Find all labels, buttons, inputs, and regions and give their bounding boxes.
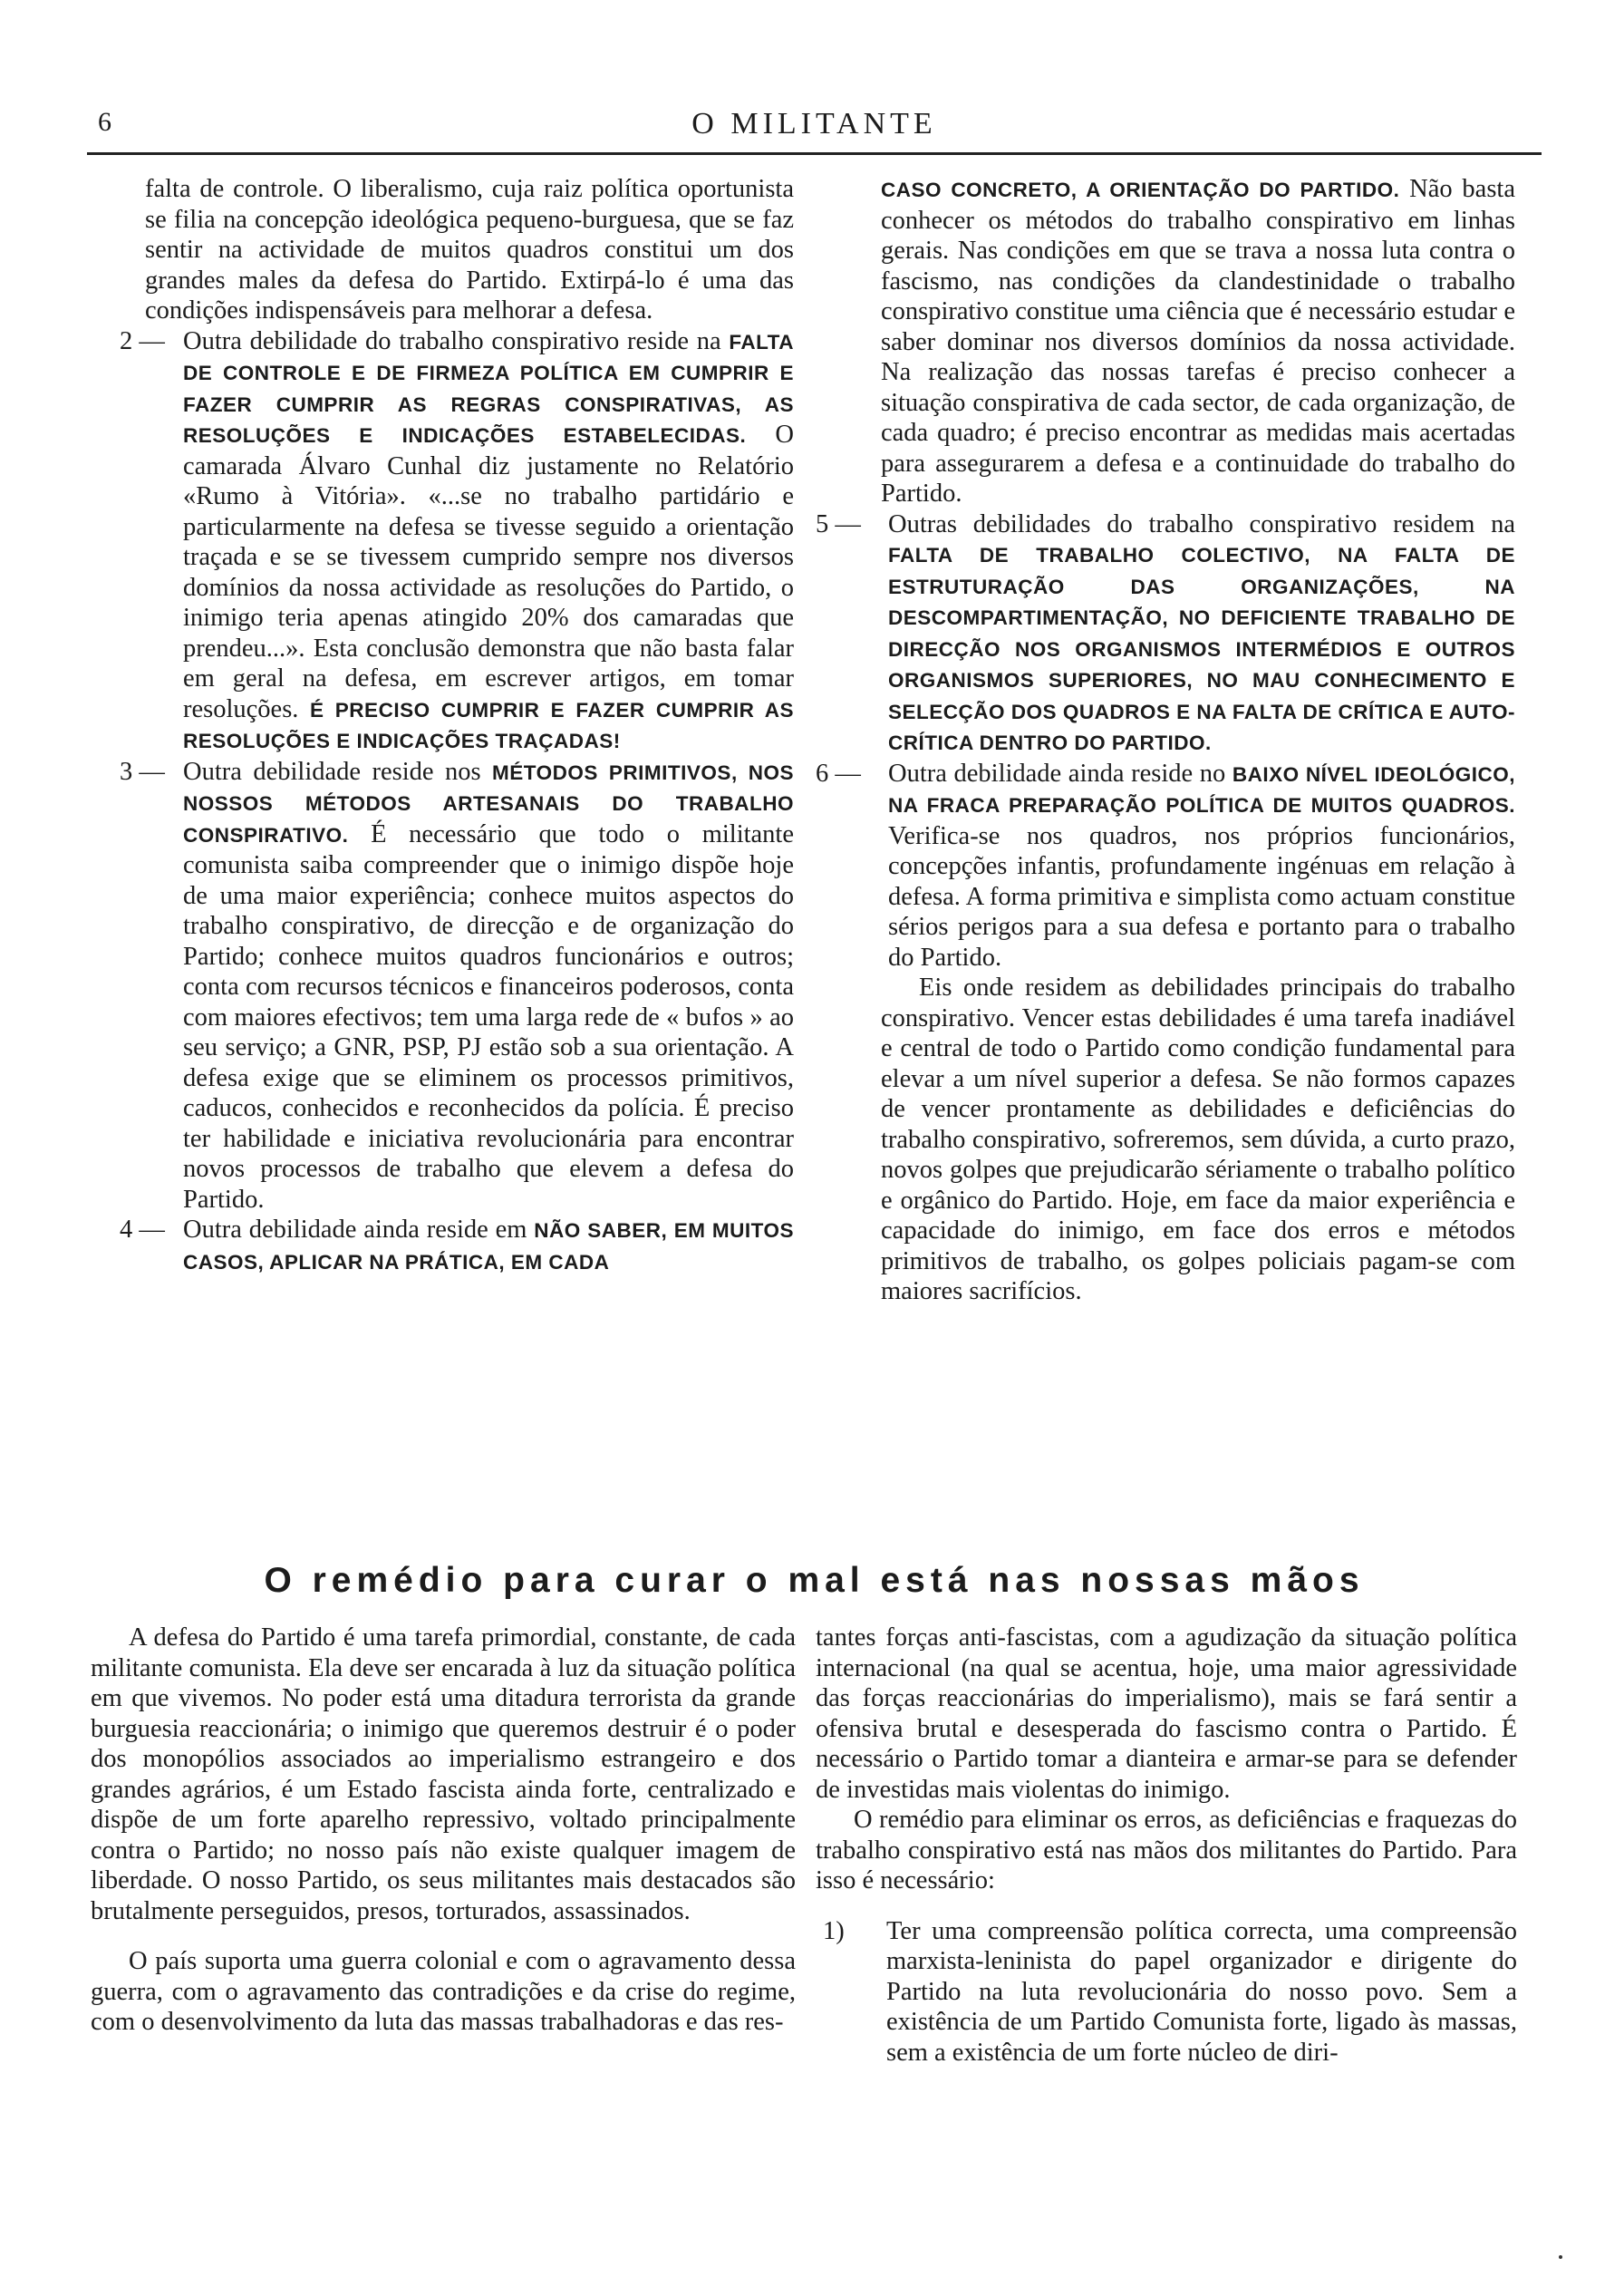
body-paragraph: A defesa do Partido é uma tarefa primordial, constante, de cada militante comunista. Ela deve ser encarada à luz da situação política em que vivemos. No poder está uma ditadura terrorista da grande burguesia reaccionária; o inimigo que queremos destruir é o poder dos monopólios associados ao imperialismo estrangeiro e dos grandes agrários, é um Estado fascista ainda forte, centralizado e dispõe de um forte aparelho repressivo, voltado principalmente contra o Partido; no nosso país não existe qualquer imagem de liberdade. O nosso Partido, os seus militantes mais destacados são brutalmente perseguidos, presos, torturados, assassinados. bbox=[91, 1623, 796, 1925]
body-paragraph: O remédio para eliminar os erros, as deficiências e fraquezas do trabalho conspirativo está nas mãos dos militantes do Partido. Para isso é necessário: bbox=[816, 1806, 1517, 1894]
section-title: O remédio para curar o mal está nas nossas mãos bbox=[264, 1561, 1365, 1600]
item-emphasis: FALTA DE TRABALHO COLECTIVO, NA FALTA DE ESTRUTURAÇÃO DAS ORGANIZAÇÕES, NA DESCOMPARTIMENTAÇÃO, NO DEFICIENTE TRABALHO DE DIRECÇÃO NOS ORGANISMOS INTERMÉDIOS E OUTROS ORGANISMOS SUPERIORES, NO MAU CONHECIMENTO E SELECÇÃO DOS QUADROS E NA FALTA DE CRÍTICA E AUTO-CRÍTICA DENTRO DO PARTIDO. bbox=[888, 544, 1515, 754]
item-3 bbox=[120, 757, 794, 1216]
body-paragraph: tantes forças anti-fascistas, com a agudização da situação política internacional (na qual se acentua, hoje, uma maior agressividade das forças reaccionárias do imperialismo), mais se fará sentir a ofensiva brutal e desesperada do fascismo contra o Partido. É necessário o Partido tomar a dianteira e armar-se para se defender de investidas mais violentas do inimigo. bbox=[816, 1623, 1517, 1804]
list-item bbox=[816, 1916, 1517, 2069]
item-number: 2 — bbox=[120, 326, 165, 355]
conclusion-paragraph: Eis onde residem as debilidades principais do trabalho conspirativo. Vencer estas debilidades é uma tarefa inadiável e central de todo o Partido como condição fundamental para elevar a um nível superior a defesa. Se não formos capazes de vencer prontamente as debilidades e deficiências do trabalho conspirativo, sofreremos, sem dúvida, a curto prazo, novos golpes que prejudicarão sériamente o trabalho político e orgânico do Partido. Hoje, em face da maior experiência e capacidade do inimigo, em face dos erros e métodos primitivos de trabalho, os golpes policiais pagam-se com maiores sacrifícios. bbox=[881, 974, 1515, 1305]
item-2 bbox=[120, 326, 794, 757]
bottom-left-column bbox=[91, 1623, 796, 2038]
item-6 bbox=[816, 759, 1515, 974]
item-text: Outra debilidade reside nos bbox=[183, 757, 481, 786]
page-header bbox=[87, 107, 1542, 143]
item-emphasis: BAIXO NÍVEL IDEOLÓGICO, NA FRACA PREPARAÇÃO POLÍTICA DE MUITOS QUADROS. bbox=[888, 762, 1515, 817]
item-text: Não basta conhecer os métodos do trabalho conspirativo em linhas gerais. Nas condições em que se trava a nossa luta contra o fascismo, nas condições da clandestinidade o trabalho conspirativo constitue uma ciência que é necessário estudar e saber dominar nos diversos domínios da nossa actividade. Na realização das nossas tarefas é preciso conhecer a situação conspirativa de cada sector, de cada organização, de cada quadro; é preciso encontrar as medidas mais acertadas para assegurarem a defesa e a continuidade do trabalho do Partido. bbox=[881, 175, 1515, 508]
list-item-number: 1) bbox=[823, 1916, 845, 1945]
bottom-right-column bbox=[816, 1623, 1517, 2068]
item-emphasis: CASO CONCRETO, A ORIENTAÇÃO DO PARTIDO. bbox=[881, 179, 1400, 201]
item-text: Outras debilidades do trabalho conspirativo residem na bbox=[888, 509, 1515, 538]
item-text: Outra debilidade do trabalho conspirativo reside na bbox=[183, 326, 721, 355]
item-text: Outra debilidade ainda reside no bbox=[888, 759, 1226, 788]
item-number: 4 — bbox=[120, 1216, 165, 1244]
header-rule bbox=[87, 152, 1542, 155]
item-emphasis: FALTA DE CONTROLE E DE FIRMEZA POLÍTICA EM CUMPRIR E FAZER CUMPRIR AS REGRAS CONSPIRATIVAS, AS RESOLUÇÕES E INDICAÇÕES ESTABELECIDAS. bbox=[183, 330, 794, 447]
item-emphasis: MÉTODOS PRIMITIVOS, NOS NOSSOS MÉTODOS ARTESANAIS DO TRABALHO CONSPIRATIVO. bbox=[183, 761, 795, 847]
body-paragraph: O país suporta uma guerra colonial e com o agravamento dessa guerra, com o agravamento das contradições e da crise do regime, com o desenvolvimento da luta das massas trabalhadoras e das res- bbox=[91, 1947, 796, 2036]
item-emphasis: NÃO SABER, EM MUITOS CASOS, APLICAR NA PRÁTICA, EM CADA bbox=[183, 1219, 794, 1274]
stray-ink-dot bbox=[1559, 2255, 1562, 2259]
item-number: 3 — bbox=[120, 757, 165, 786]
item-4-continuation bbox=[816, 174, 1515, 509]
item-text: Verifica-se nos quadros, nos próprios funcionários, concepções infantis, profundamente ingénuas em relação à defesa. A forma primitiva e simplista como actuam constitue sérios perigos para a sua defesa e portanto para o trabalho do Partido. bbox=[888, 821, 1515, 972]
item-emphasis: É PRECISO CUMPRIR E FAZER CUMPRIR AS RESOLUÇÕES E INDICAÇÕES TRAÇADAS! bbox=[183, 698, 794, 752]
page-number: 6 bbox=[98, 107, 112, 137]
publication-title: O MILITANTE bbox=[691, 107, 937, 140]
left-column bbox=[120, 174, 794, 1277]
intro-paragraph: falta de controle. O liberalismo, cuja raiz política oportunista se filia na concepção ideológica pequeno-burguesa, que se faz sentir na actividade de muitos quadros constitui um dos grandes males da defesa do Partido. Extirpá-lo é uma das condições indispensáveis para melhorar a defesa. bbox=[145, 175, 794, 325]
item-4 bbox=[120, 1215, 794, 1277]
item-text: É necessário que todo o militante comunista saiba compreender que o inimigo dispõe hoje de uma maior experiência; conhece muitos aspectos do trabalho conspirativo, de direcção e de organização do Partido; conhece muitos quadros funcionários e outros; conta com recursos técnicos e financeiros poderosos, conta com maiores efectivos; tem uma larga rede de « bufos » ao seu serviço; a GNR, PSP, PJ estão sob a sua orientação. A defesa exige que se eliminem os processos primitivos, caducos, conhecidos e reconhecidos da polícia. É preciso ter habilidade e iniciativa revolucionária para encontrar novos processos de trabalho que elevem a defesa do Partido. bbox=[183, 819, 795, 1214]
list-item-text: Ter uma compreensão política correcta, uma compreensão marxista-leninista do papel organizador e dirigente do Partido na luta revolucionária do nosso povo. Sem a existência de um Partido Comunista forte, ligado às massas, sem a existência de um forte núcleo de diri- bbox=[886, 1916, 1517, 2067]
item-text: O camarada Álvaro Cunhal diz justamente no Relatório «Rumo à Vitória». «...se no trabalho partidário e particularmente na defesa se tivesse seguido a orientação traçada e se se tivessem cumprido sempre nos diversos domínios da nossa actividade as resoluções do Partido, o inimigo teria apenas atingido 20% dos camaradas que prendeu...». Esta conclusão demonstra que não basta falar em geral na defesa, em escrever artigos, em tomar resoluções. bbox=[183, 421, 794, 723]
item-number: 6 — bbox=[816, 759, 861, 788]
item-5 bbox=[816, 509, 1515, 759]
item-number: 5 — bbox=[816, 509, 861, 538]
right-column bbox=[816, 174, 1515, 1307]
item-text: Outra debilidade ainda reside em bbox=[183, 1216, 527, 1244]
